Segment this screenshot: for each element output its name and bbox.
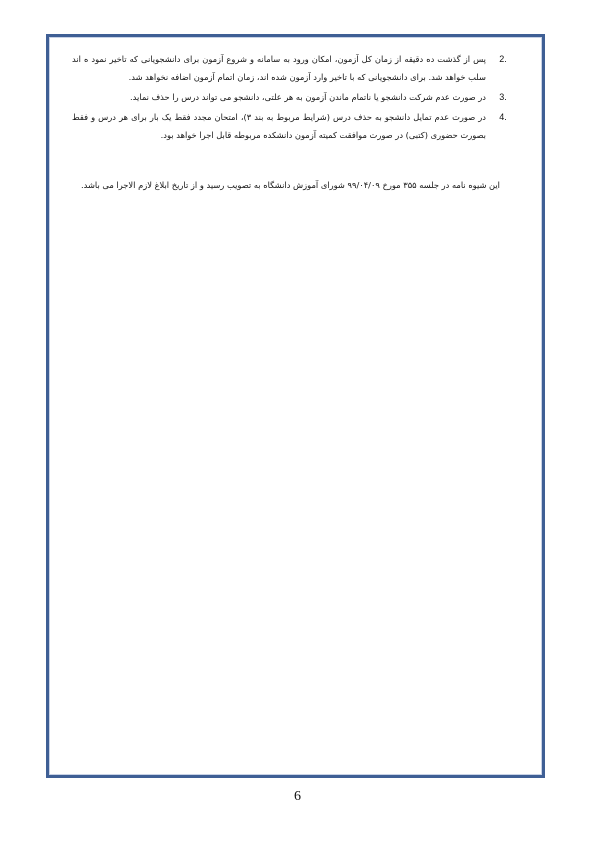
list-item-2	[72, 50, 512, 86]
page-number: 6	[294, 789, 301, 804]
approval-note: این شیوه نامه در جلسه ۳۵۵ مورخ ۹۹/۰۴/۰۹ شورای آموزش دانشگاه به تصویب رسید و از تاریخ ابلاغ لازم الاجرا می باشد.	[80, 180, 500, 190]
list-item-3	[72, 88, 512, 106]
document-body	[72, 50, 512, 194]
list-number: 4.	[499, 112, 507, 122]
list-item-4	[72, 108, 512, 144]
list-item-text: در صورت عدم تمایل دانشجو به حذف درس (شرایط مربوط به بند ۳)، امتحان مجدد فقط یک بار برای هر درس و فقط بصورت حضوری (کتبی) در صورت موافقت کمیته آزمون دانشکده مربوطه قابل اجرا خواهد بود.	[72, 112, 487, 140]
list-item-text: پس از گذشت ده دقیقه از زمان کل آزمون، امکان ورود به سامانه و شروع آزمون برای دانشجویانی که تاخیر نمود ه اند سلب خواهد شد. برای دانشجویانی که با تاخیر وارد آزمون شده اند، زمان اتمام آزمون اضافه نخواهد شد.	[72, 54, 486, 82]
list-item-text: در صورت عدم شرکت دانشجو یا ناتمام ماندن آزمون به هر علتی، دانشجو می تواند درس را حذف نماید.	[130, 92, 486, 102]
list-number: 2.	[499, 54, 507, 64]
list-number: 3.	[499, 92, 507, 102]
